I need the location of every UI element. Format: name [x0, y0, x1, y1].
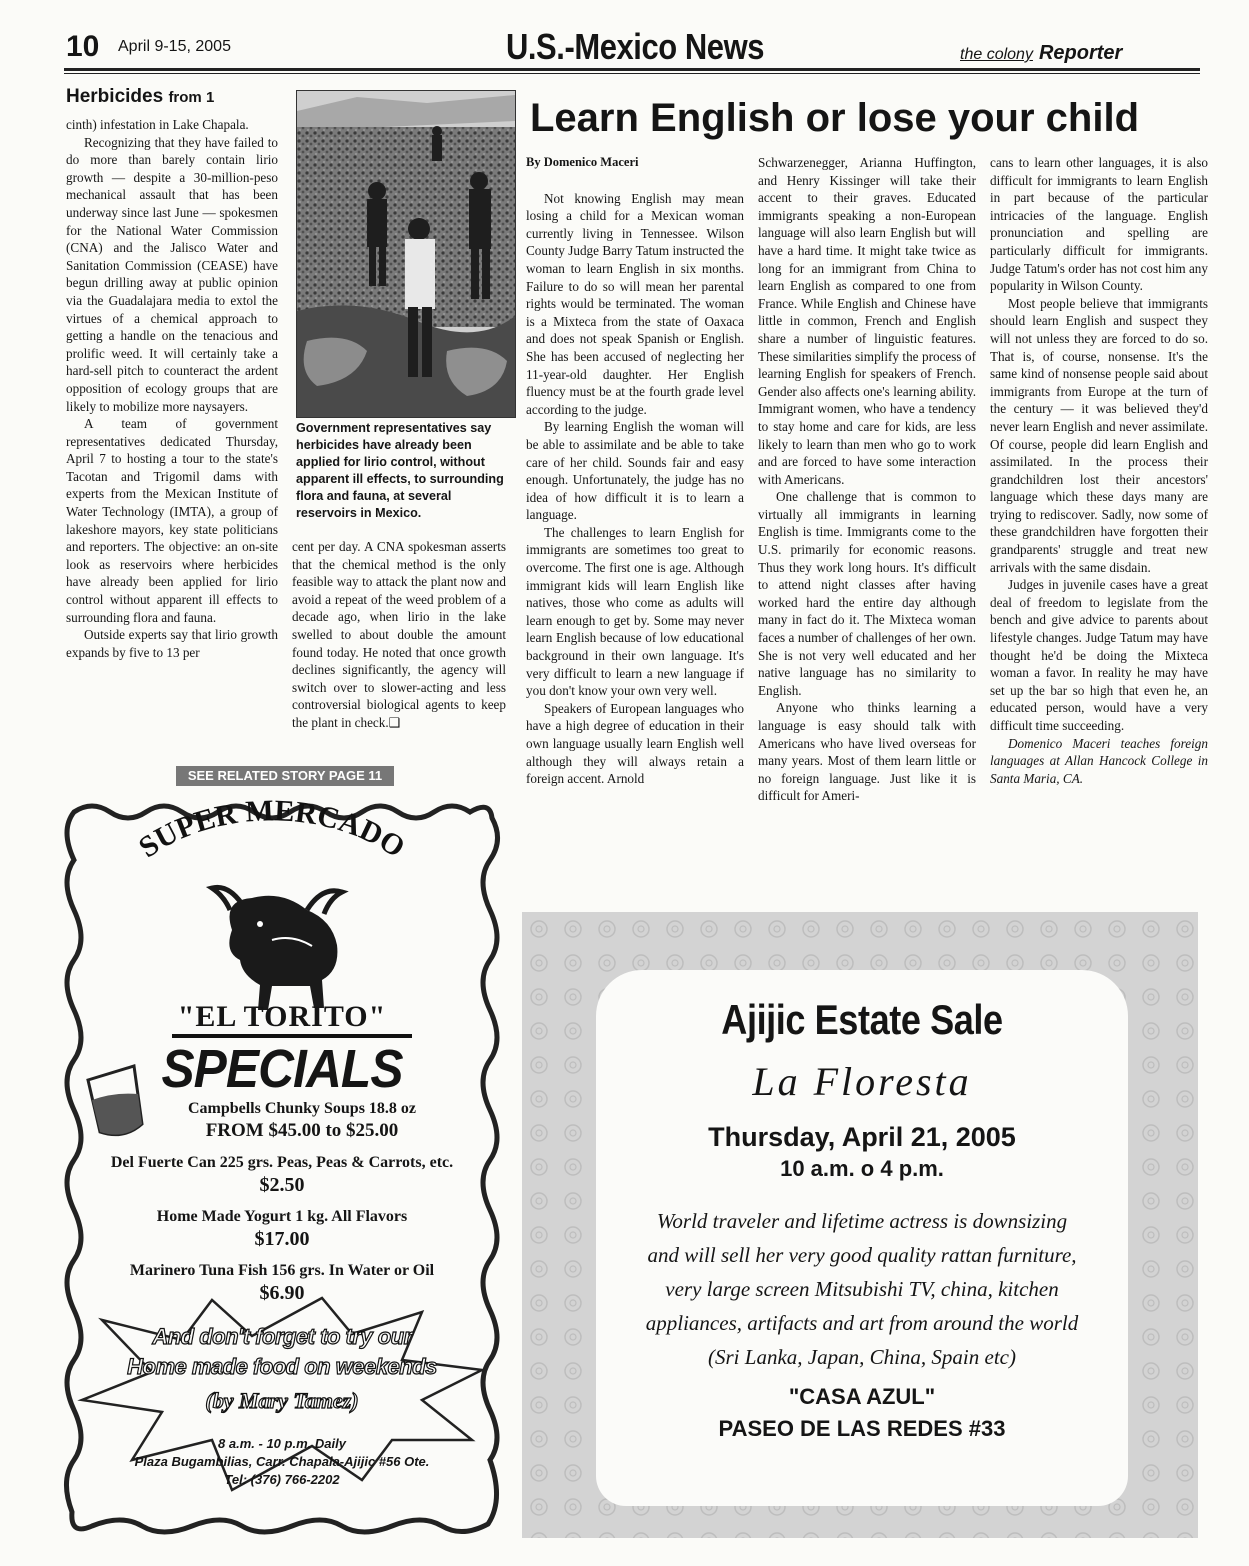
item-4-price: $6.90 — [259, 1282, 305, 1304]
burst-line-1: And don't forget to try our — [152, 1324, 412, 1349]
item-1-name: Campbells Chunky Soups 18.8 oz — [187, 1100, 417, 1117]
paragraph: A team of government representatives dedicated Thursday, April 7 to hosting a tour to the state's Tacotan and Trigomil dams with experts from the Mexican Institute of Water Technology (IMTA), a group of lakeshore mayors, key state politicians and reporters. The objective: an on-site look as reservoirs where herbicides have already been applied for lirio control without apparent ill effects to surrounding flora and fauna. — [66, 416, 278, 625]
store-address: Plaza Bugambilias, Carr. Chapala-Ajijic #56 Ote. — [134, 1454, 430, 1469]
paragraph: Recognizing that they have failed to do more than barely contain lirio growth — despite a 30-million-peso mechanical assault that has been underway since last June — spokesmen for the National Water Commission (CNA) and the Jalisco Water and Sanitation Commission (CEASE) have begun drilling away at public opinion via the Guadalajara media to extol the virtues of a chemical approach to getting a handle on the tenacious and prolific weed. It will certainly take a hard-sell pitch to counteract the ardent opposition of ecology groups that are likely to mobilize more naysayers. — [66, 134, 278, 414]
herbicides-jump-label: from 1 — [168, 89, 215, 106]
super-mercado-arc-title: SUPER MERCADO — [132, 800, 411, 865]
paragraph: Judges in juvenile cases have a great deal of freedom to legislate from the bench and give advice to parents about lifestyle changes. Judge Tatum may have thought he'd be doing the Mixteca woman a favor. In reality he may have set up the bar so high that even he, an educated person, would have a very difficult time succeeding. — [990, 577, 1208, 733]
venue-address: PASEO DE LAS REDES #33 — [718, 1416, 1006, 1441]
photo-workers-reservoir — [297, 91, 515, 417]
learn-column-2 — [758, 154, 976, 805]
super-mercado-ad — [62, 800, 502, 1538]
description-line: (Sri Lanka, Japan, China, Spain etc) — [708, 1345, 1016, 1369]
estate-sale-title: Ajijic Estate Sale — [721, 996, 1003, 1043]
paragraph: cinth) infestation in Lake Chapala. — [66, 117, 249, 132]
paragraph: cent per day. A CNA spokesman asserts that the chemical method is the only feasible way to attack the plant now and avoid a repeat of the weed problem of a decade ago, when lirio in the lake swelled to about double the amount found today. He noted that once growth declines significantly, the agency will switch over to slower-acting and less controversial biological agents to keep the plant in check.❑ — [292, 539, 506, 730]
paragraph: The challenges to learn English for immigrants are sometimes too great to overcome. The first one is age. Although immigrant kids will learn English like natives, those who come as adults will learn enough to get by. Some may never learn English because of low educational background in their own language. It's very difficult to learn a new language if you don't know your own very well. — [526, 524, 744, 699]
newspaper-brand — [960, 42, 1122, 65]
item-2-price: $2.50 — [259, 1174, 305, 1196]
herbicides-heading-text: Herbicides — [66, 86, 164, 107]
estate-sale-description — [596, 1204, 1128, 1374]
paragraph: Schwarzenegger, Arianna Huffington, and Henry Kissinger will take their accent to their graves. Educated immigrants speaking a non-European language will also learn English but will have a hard time. It might take twice as long for an immigrant from China to learn English as compared to one from France. While English and Chinese have little in common, French and English share a number of linguistic features. These similarities simplify the process of learning English for speakers of French. Gender also affects one's learning ability. Immigrant women, who have a tendency to stay home and care for kids, are less likely to learn than men who go to work and are forced to have some interaction with Americans. — [758, 155, 976, 487]
learn-column-1 — [526, 154, 744, 788]
estate-sale-subtitle: La Floresta — [752, 1059, 972, 1104]
item-4-name: Marinero Tuna Fish 156 grs. In Water or Oil — [129, 1262, 435, 1279]
description-line: appliances, artifacts and art from around the world — [645, 1311, 1079, 1335]
burst-line-3: (by Mary Tamez) — [205, 1388, 359, 1413]
herbicides-column-2 — [292, 538, 506, 732]
venue-name: "CASA AZUL" — [788, 1384, 936, 1409]
paragraph: cans to learn other languages, it is also difficult for immigrants to learn English in part because of the particular intricacies of the language. English pronunciation and spelling are particularly difficult for immigrants. Judge Tatum's order has not cost him any popularity in Wilson County. — [990, 155, 1208, 294]
burst-line-2: Home made food on weekends — [127, 1354, 437, 1379]
brand-small: the colony — [960, 46, 1033, 63]
article-headline: Learn English or lose your child — [530, 96, 1140, 140]
brand-name: Reporter — [1038, 42, 1123, 64]
paragraph: By learning English the woman will be able to assimilate and be able to take care of her child. Sounds fair and easy enough. Unfortunately, the judge has no idea of how difficult it is to learn a language. — [526, 419, 744, 523]
description-line: World traveler and lifetime actress is downsizing — [656, 1209, 1068, 1233]
paragraph: One challenge that is common to virtually all immigrants in learning English is time. Immigrants come to the U.S. primarily for economic reasons. Thus they work long hours. It's difficult to attend night classes after having worked hard the entire day although many in fact do it. The Mixteca woman faces a number of challenges of her own. She is not very well educated and her native language has no similarity to English. — [758, 489, 976, 698]
item-1-price: FROM $45.00 to $25.00 — [205, 1120, 399, 1141]
herbicide-photo — [296, 90, 516, 418]
paragraph: Outside experts say that lirio growth expands by five to 13 per — [66, 627, 278, 660]
paragraph: Anyone who thinks learning a language is easy should talk with Americans who have lived overseas for many years. Most of them learn little or no foreign language. Just like it is difficult for Ameri- — [758, 700, 976, 804]
paragraph: Not knowing English may mean losing a child for a Mexican woman currently living in Tennessee. Wilson County Judge Barry Tatum instructed the woman to learn English in six months. Failure to do so will mean her parental rights would be terminated. The woman is a Mixteca from the state of Oaxaca and does not speak Spanish or English. She has been accused of neglecting her 11-year-old daughter. Her English fluency must be at the fourth grade level according to the judge. — [526, 190, 744, 417]
item-3-price: $17.00 — [254, 1228, 310, 1250]
store-hours: 8 a.m. - 10 p.m. Daily — [218, 1436, 346, 1451]
masthead-rule-thin — [64, 73, 1200, 74]
page-number: 10 — [66, 30, 100, 63]
estate-sale-date: Thursday, April 21, 2005 — [708, 1122, 1016, 1152]
learn-column-3 — [990, 154, 1208, 787]
issue-date: April 9-15, 2005 — [118, 38, 231, 55]
author-bio: Domenico Maceri teaches foreign languages at Allan Hancock College in Santa Maria, CA. — [990, 735, 1208, 786]
item-2-name: Del Fuerte Can 225 grs. Peas, Peas & Carrots, etc. — [110, 1154, 454, 1171]
paragraph: Most people believe that immigrants should learn English and suspect they will not unless they are forced to do so. That is, of course, nonsense. It's the same kind of nonsense people said about immigrants from Europe at the turn of the century — it was believed they'd never learn English and never assimilate. Of course, people did learn English and assimilated. In the process their grandchildren lost their ancestors' language which these days many are trying to rediscover. Sadly, now some of these grandchildren have forgotten their grandparents' struggle and treat new arrivals with the same disdain. — [990, 295, 1208, 575]
estate-sale-ad — [522, 912, 1198, 1538]
store-phone: Tel: (376) 766-2202 — [224, 1472, 340, 1487]
description-line: and will sell her very good quality rattan furniture, — [647, 1243, 1077, 1267]
paragraph: Speakers of European languages who have a high degree of education in their own language usually learn English well although they will always retain a foreign accent. Arnold — [526, 700, 744, 787]
estate-sale-time: 10 a.m. o 4 p.m. — [780, 1156, 944, 1181]
related-story-link[interactable]: SEE RELATED STORY PAGE 11 — [176, 766, 394, 786]
herbicides-heading — [66, 86, 214, 108]
specials-heading: SPECIALS — [161, 1039, 403, 1099]
estate-sale-panel — [596, 970, 1128, 1506]
item-3-name: Home Made Yogurt 1 kg. All Flavors — [156, 1208, 408, 1225]
herbicides-column-1 — [66, 116, 278, 661]
store-name: "EL TORITO" — [177, 1000, 387, 1033]
section-title: U.S.-Mexico News — [505, 26, 765, 67]
photo-caption: Government representatives say herbicides have already been applied for lirio control, without apparent ill effects, to surrounding flora and fauna, at several reservoirs in Mexico. — [296, 421, 504, 520]
byline: By Domenico Maceri — [526, 155, 639, 169]
description-line: very large screen Mitsubishi TV, china, kitchen — [665, 1277, 1059, 1301]
masthead-rule — [64, 68, 1200, 71]
